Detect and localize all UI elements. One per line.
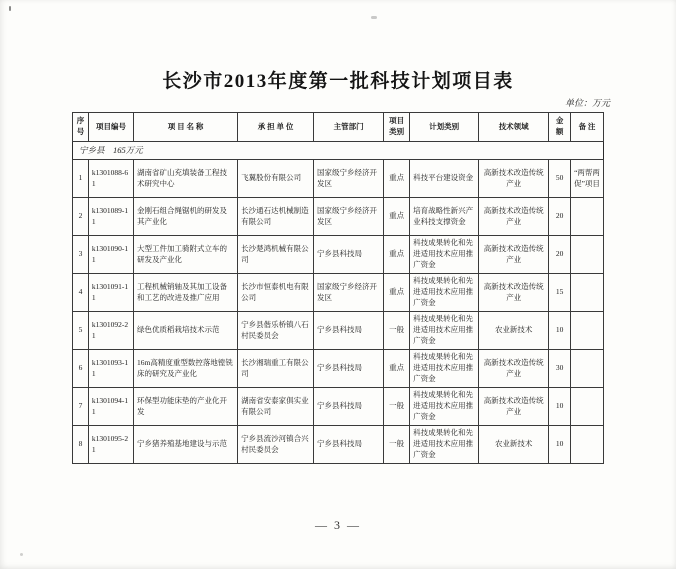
cell-seq: 6	[73, 350, 89, 388]
cell-category: 重点	[384, 198, 410, 236]
projects-table	[72, 112, 604, 464]
table-header-row	[73, 113, 604, 142]
cell-name: 宁乡猪养殖基地建设与示范	[134, 426, 238, 464]
table-row	[73, 350, 604, 388]
col-header-amount: 金额	[549, 113, 571, 142]
cell-remark	[571, 198, 604, 236]
cell-dept: 宁乡县科技局	[314, 312, 384, 350]
col-header-seq: 序号	[73, 113, 89, 142]
cell-name: 金刚石组合绳锯机的研发及其产业化	[134, 198, 238, 236]
cell-code: k1301094-11	[88, 388, 133, 426]
cell-plan: 科技成果转化和先进适用技术应用推广资金	[410, 426, 479, 464]
col-header-unit: 承 担 单 位	[238, 113, 314, 142]
cell-amount: 10	[549, 388, 571, 426]
cell-amount: 10	[549, 312, 571, 350]
cell-plan: 科技成果转化和先进适用技术应用推广资金	[410, 312, 479, 350]
cell-plan: 培育战略性新兴产业科技支撑资金	[410, 198, 479, 236]
cell-remark	[571, 426, 604, 464]
cell-plan: 科技成果转化和先进适用技术应用推广资金	[410, 274, 479, 312]
cell-category: 重点	[384, 160, 410, 198]
cell-remark	[571, 350, 604, 388]
cell-code: k1301088-61	[88, 160, 133, 198]
cell-field: 高新技术改造传统产业	[479, 388, 549, 426]
cell-plan: 科技成果转化和先进适用技术应用推广资金	[410, 388, 479, 426]
cell-unit: 宁乡县偕乐桥镇八石村民委员会	[238, 312, 314, 350]
cell-dept: 宁乡县科技局	[314, 388, 384, 426]
cell-amount: 15	[549, 274, 571, 312]
table-row	[73, 274, 604, 312]
cell-dept: 国家级宁乡经济开发区	[314, 198, 384, 236]
scan-artifact	[9, 6, 11, 11]
col-header-plan: 计划类别	[410, 113, 479, 142]
cell-name: 16m高精度重型数控落地镗铣床的研究及产业化	[134, 350, 238, 388]
table-row	[73, 312, 604, 350]
cell-dept: 国家级宁乡经济开发区	[314, 160, 384, 198]
cell-amount: 10	[549, 426, 571, 464]
cell-name: 工程机械销轴及其加工设备和工艺的改进及推广应用	[134, 274, 238, 312]
cell-code: k1301093-11	[88, 350, 133, 388]
cell-name: 湖南省矿山充填装备工程技术研究中心	[134, 160, 238, 198]
cell-seq: 1	[73, 160, 89, 198]
cell-remark	[571, 274, 604, 312]
table-row	[73, 160, 604, 198]
cell-unit: 长沙通石达机械制造有限公司	[238, 198, 314, 236]
cell-unit: 长沙湘瑞重工有限公司	[238, 350, 314, 388]
cell-dept: 宁乡县科技局	[314, 236, 384, 274]
table-row	[73, 388, 604, 426]
cell-category: 重点	[384, 350, 410, 388]
cell-category: 一般	[384, 388, 410, 426]
document-title: 长沙市2013年度第一批科技计划项目表	[162, 71, 514, 92]
cell-name: 绿色优质稻栽培技术示范	[134, 312, 238, 350]
cell-code: k1301089-11	[88, 198, 133, 236]
cell-dept: 宁乡县科技局	[314, 426, 384, 464]
cell-seq: 2	[73, 198, 89, 236]
table-row	[73, 426, 604, 464]
cell-amount: 50	[549, 160, 571, 198]
cell-unit: 宁乡县流沙河镇合兴村民委员会	[238, 426, 314, 464]
cell-code: k1301090-11	[88, 236, 133, 274]
section-row	[73, 142, 604, 160]
cell-remark	[571, 388, 604, 426]
unit-note: 单位：万元	[564, 98, 610, 108]
cell-plan: 科技成果转化和先进适用技术应用推广资金	[410, 350, 479, 388]
cell-plan: 科技平台建设资金	[410, 160, 479, 198]
cell-category: 重点	[384, 274, 410, 312]
scan-artifact	[20, 553, 23, 556]
cell-unit: 湖南省安泰家俱实业有限公司	[238, 388, 314, 426]
cell-plan: 科技成果转化和先进适用技术应用推广资金	[410, 236, 479, 274]
cell-field: 高新技术改造传统产业	[479, 198, 549, 236]
cell-seq: 5	[73, 312, 89, 350]
cell-seq: 7	[73, 388, 89, 426]
cell-dept: 宁乡县科技局	[314, 350, 384, 388]
cell-field: 高新技术改造传统产业	[479, 236, 549, 274]
cell-code: k1301092-21	[88, 312, 133, 350]
cell-remark	[571, 236, 604, 274]
cell-field: 高新技术改造传统产业	[479, 350, 549, 388]
col-header-remark: 备 注	[571, 113, 604, 142]
cell-unit: 长沙楚鸿机械有限公司	[238, 236, 314, 274]
cell-seq: 8	[73, 426, 89, 464]
cell-seq: 3	[73, 236, 89, 274]
cell-remark	[571, 312, 604, 350]
cell-field: 农业新技术	[479, 312, 549, 350]
cell-unit: 长沙市恒泰机电有限公司	[238, 274, 314, 312]
table-row	[73, 236, 604, 274]
cell-category: 一般	[384, 312, 410, 350]
cell-amount: 30	[549, 350, 571, 388]
table-row	[73, 198, 604, 236]
cell-field: 高新技术改造传统产业	[479, 274, 549, 312]
col-header-name: 项 目 名 称	[134, 113, 238, 142]
cell-name: 环保型功能床垫的产业化开发	[134, 388, 238, 426]
cell-field: 高新技术改造传统产业	[479, 160, 549, 198]
cell-unit: 飞翼股份有限公司	[238, 160, 314, 198]
cell-code: k1301091-11	[88, 274, 133, 312]
col-header-field: 技术领域	[479, 113, 549, 142]
cell-code: k1301095-21	[88, 426, 133, 464]
cell-category: 重点	[384, 236, 410, 274]
cell-dept: 国家级宁乡经济开发区	[314, 274, 384, 312]
section-label: 宁乡县 165万元	[73, 142, 604, 160]
scan-artifact	[371, 16, 377, 19]
cell-amount: 20	[549, 198, 571, 236]
page-number: — 3 —	[315, 518, 361, 532]
col-header-category: 项目类别	[384, 113, 410, 142]
col-header-dept: 主管部门	[314, 113, 384, 142]
cell-category: 一般	[384, 426, 410, 464]
cell-name: 大型工件加工骑附式立车的研发及产业化	[134, 236, 238, 274]
cell-remark: “两帮两促”项目	[571, 160, 604, 198]
cell-field: 农业新技术	[479, 426, 549, 464]
cell-amount: 20	[549, 236, 571, 274]
col-header-code: 项目编号	[88, 113, 133, 142]
cell-seq: 4	[73, 274, 89, 312]
